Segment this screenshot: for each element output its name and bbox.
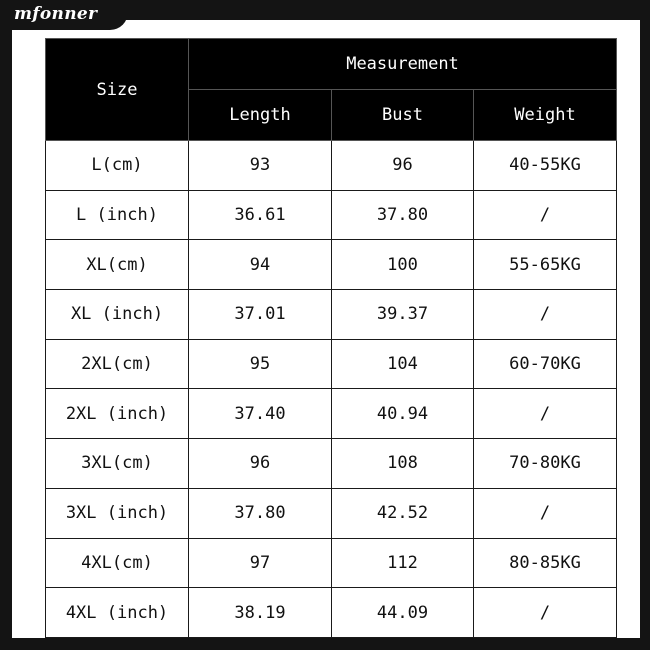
bust-cell: 42.52	[332, 488, 474, 538]
measurement-group-header: Measurement	[189, 39, 617, 90]
length-cell: 93	[189, 141, 332, 191]
table-row	[46, 439, 617, 489]
brand-logo: mfonner	[14, 4, 98, 24]
weight-cell: /	[474, 290, 617, 340]
bust-cell: 37.80	[332, 190, 474, 240]
table-row	[46, 588, 617, 638]
table-row	[46, 538, 617, 588]
weight-cell: 55-65KG	[474, 240, 617, 290]
size-cell: XL (inch)	[46, 290, 189, 340]
weight-cell: /	[474, 588, 617, 638]
length-cell: 37.80	[189, 488, 332, 538]
length-cell: 37.40	[189, 389, 332, 439]
size-column-header: Size	[46, 39, 189, 141]
bust-cell: 112	[332, 538, 474, 588]
table-row	[46, 389, 617, 439]
table-row	[46, 488, 617, 538]
length-cell: 36.61	[189, 190, 332, 240]
size-cell: L (inch)	[46, 190, 189, 240]
size-cell: XL(cm)	[46, 240, 189, 290]
size-cell: L(cm)	[46, 141, 189, 191]
bust-column-header: Bust	[332, 90, 474, 141]
table-row	[46, 339, 617, 389]
length-cell: 94	[189, 240, 332, 290]
weight-cell: /	[474, 488, 617, 538]
bust-cell: 96	[332, 141, 474, 191]
size-cell: 2XL(cm)	[46, 339, 189, 389]
size-cell: 3XL (inch)	[46, 488, 189, 538]
bust-cell: 108	[332, 439, 474, 489]
length-cell: 96	[189, 439, 332, 489]
length-cell: 38.19	[189, 588, 332, 638]
weight-cell: /	[474, 190, 617, 240]
bust-cell: 104	[332, 339, 474, 389]
size-chart-table	[45, 38, 617, 638]
bust-cell: 40.94	[332, 389, 474, 439]
length-cell: 37.01	[189, 290, 332, 340]
bust-cell: 100	[332, 240, 474, 290]
length-cell: 97	[189, 538, 332, 588]
size-cell: 3XL(cm)	[46, 439, 189, 489]
weight-column-header: Weight	[474, 90, 617, 141]
bust-cell: 39.37	[332, 290, 474, 340]
table-row	[46, 190, 617, 240]
weight-cell: 70-80KG	[474, 439, 617, 489]
table-row	[46, 290, 617, 340]
weight-cell: 60-70KG	[474, 339, 617, 389]
length-cell: 95	[189, 339, 332, 389]
weight-cell: 80-85KG	[474, 538, 617, 588]
table-row	[46, 240, 617, 290]
size-cell: 2XL (inch)	[46, 389, 189, 439]
size-cell: 4XL(cm)	[46, 538, 189, 588]
brand-tab	[0, 0, 128, 30]
bust-cell: 44.09	[332, 588, 474, 638]
table-row	[46, 141, 617, 191]
size-cell: 4XL (inch)	[46, 588, 189, 638]
weight-cell: 40-55KG	[474, 141, 617, 191]
weight-cell: /	[474, 389, 617, 439]
length-column-header: Length	[189, 90, 332, 141]
